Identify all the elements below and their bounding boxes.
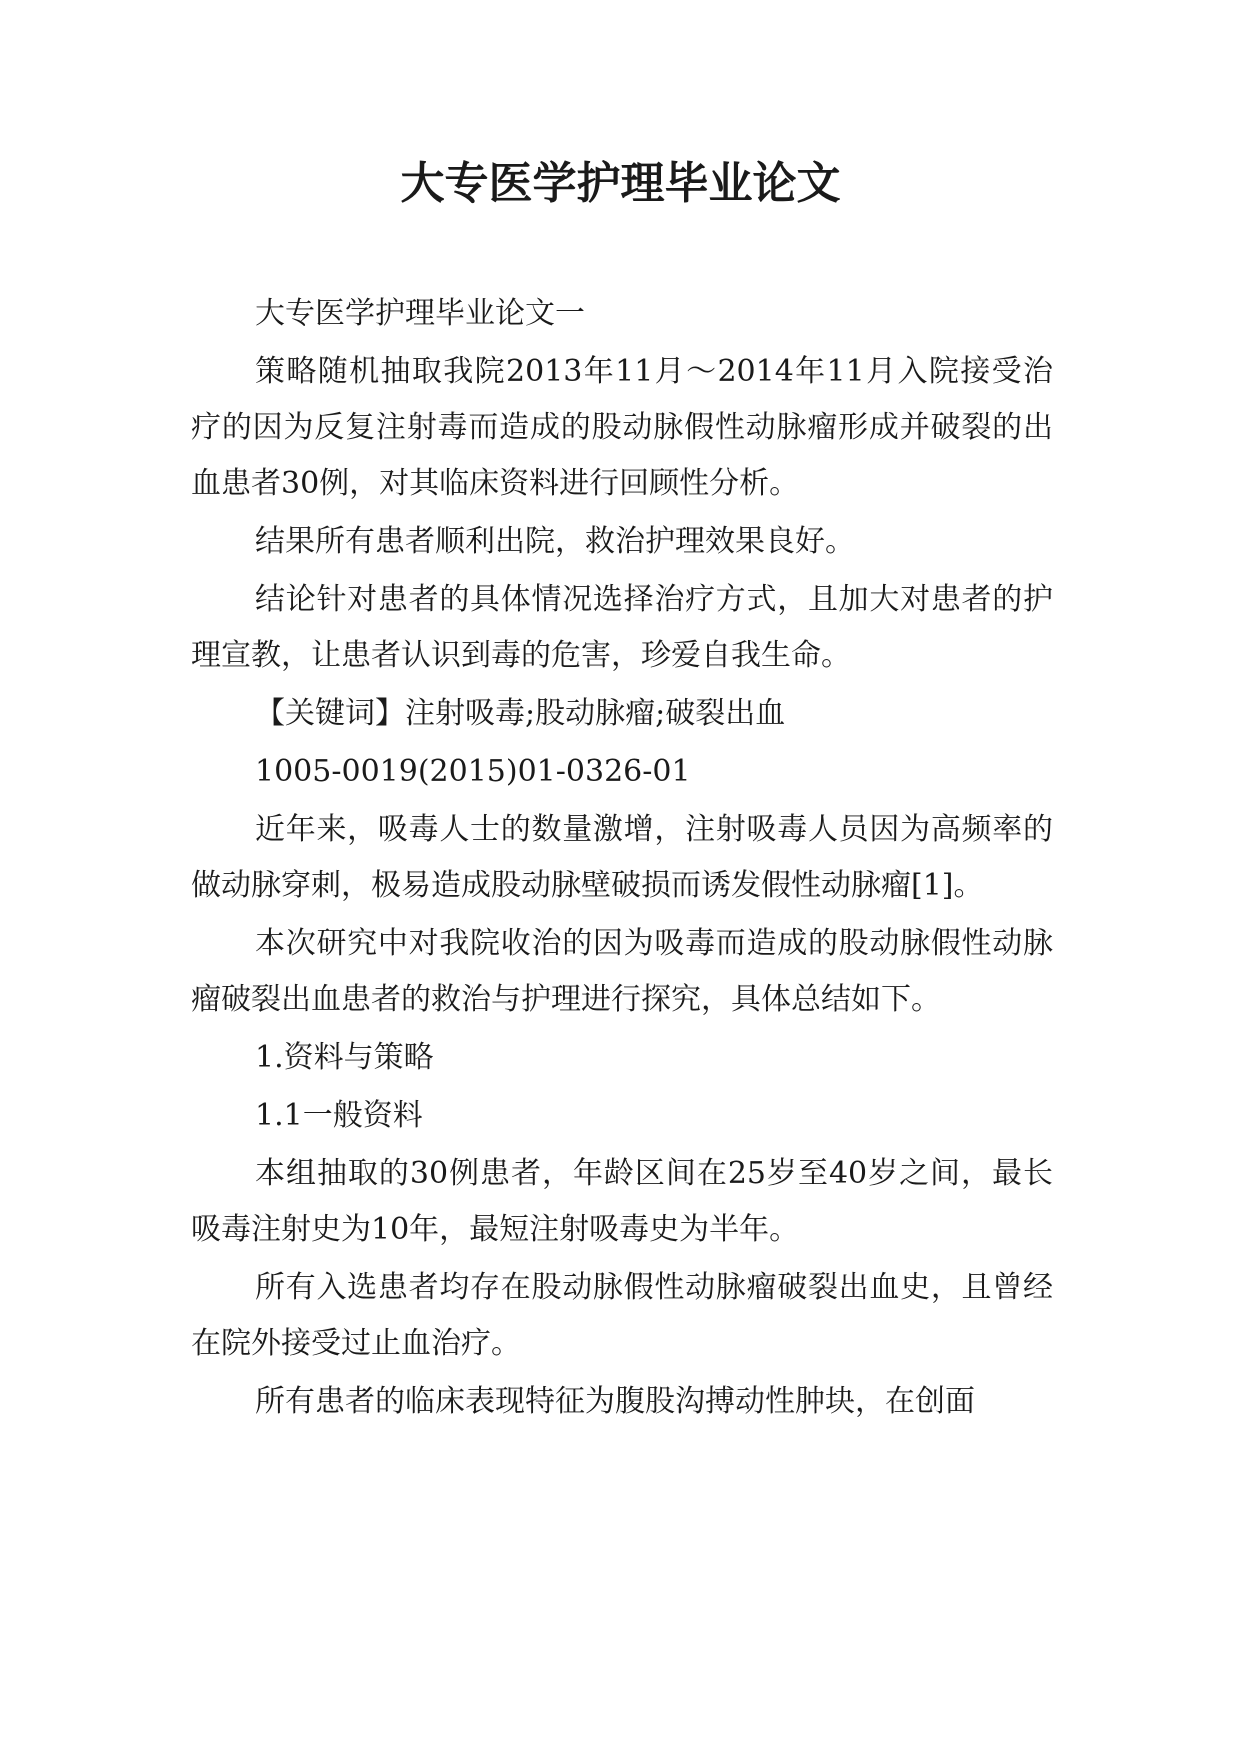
paragraph-keywords: 【关键词】注射吸毒;股动脉瘤;破裂出血 <box>255 696 786 731</box>
document-title: 大专医学护理毕业论文 <box>400 158 841 209</box>
heading-general-data: 1.1一般资料 <box>255 1098 423 1133</box>
paragraph-section-heading: 大专医学护理毕业论文一 <box>255 296 585 331</box>
paragraph-classification-code: 1005-0019(2015)01-0326-01 <box>255 754 691 789</box>
paragraph-introduction: 近年来，吸毒人士的数量激增，注射吸毒人员因为高频率的做动脉穿刺，极易造成股动脉壁破损而诱发假性动脉瘤[1]。 <box>191 812 1053 903</box>
paragraph-method: 策略随机抽取我院2013年11月～2014年11月入院接受治疗的因为反复注射毒而造成的股动脉假性动脉瘤形成并破裂的出血患者30例，对其临床资料进行回顾性分析。 <box>191 354 1053 501</box>
paragraph-patient-ages: 本组抽取的30例患者，年龄区间在25岁至40岁之间，最长吸毒注射史为10年，最短注射吸毒史为半年。 <box>191 1156 1053 1247</box>
paragraph-clinical-features: 所有患者的临床表现特征为腹股沟搏动性肿块，在创面 <box>255 1384 975 1419</box>
document-body <box>191 286 1053 1432</box>
heading-materials-methods: 1.资料与策略 <box>255 1040 434 1075</box>
paragraph-conclusion: 结论针对患者的具体情况选择治疗方式，且加大对患者的护理宣教，让患者认识到毒的危害，珍爱自我生命。 <box>191 582 1053 673</box>
paragraph-study-summary: 本次研究中对我院收治的因为吸毒而造成的股动脉假性动脉瘤破裂出血患者的救治与护理进行探究，具体总结如下。 <box>191 926 1053 1017</box>
paragraph-result: 结果所有患者顺利出院，救治护理效果良好。 <box>255 524 855 559</box>
paragraph-patient-history: 所有入选患者均存在股动脉假性动脉瘤破裂出血史，且曾经在院外接受过止血治疗。 <box>191 1270 1053 1361</box>
